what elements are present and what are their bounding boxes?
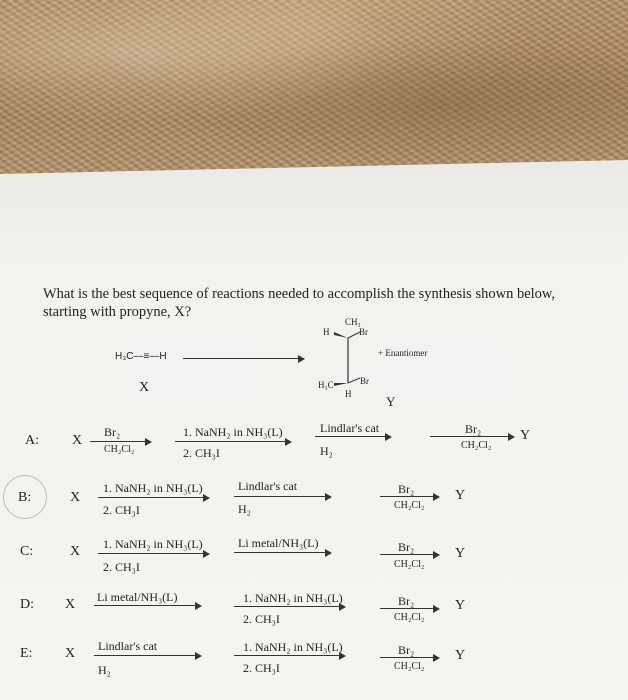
product-br-top: Br	[359, 327, 368, 337]
reagent-above: Br₂	[398, 643, 415, 657]
product-h-top: H	[323, 327, 330, 337]
option-letter: C:	[20, 544, 34, 559]
option-start: X	[70, 544, 81, 559]
option-end: Y	[455, 546, 466, 561]
reagent-below: 2. CH₃I	[243, 612, 280, 626]
product-br-bottom: Br	[360, 376, 369, 386]
reaction-arrow	[315, 436, 390, 437]
reagent-below: 2. CH₃I	[183, 446, 220, 460]
reaction-arrow	[94, 605, 200, 606]
reagent-above: 1. NaNH₂ in NH₃(L)	[183, 425, 283, 439]
reaction-arrow	[234, 606, 344, 607]
reaction-arrow	[430, 436, 513, 437]
reagent-below: CH₂Cl₂	[394, 661, 425, 672]
reagent-below: CH₂Cl₂	[394, 500, 425, 511]
question-line-1: What is the best sequence of reactions needed to accomplish the synthesis shown below,	[43, 286, 556, 302]
option-letter: E:	[20, 646, 33, 661]
reagent-below: CH₂Cl₂	[394, 559, 425, 570]
reagent-below: H₂	[238, 502, 251, 516]
reaction-arrow	[94, 655, 200, 656]
reagent-above: 1. NaNH₂ in NH₃(L)	[243, 640, 343, 654]
reaction-arrow	[98, 553, 208, 554]
reactant-formula: H₃C—≡—H	[115, 351, 167, 362]
reagent-below: CH₂Cl₂	[461, 440, 492, 451]
reaction-arrow	[234, 552, 330, 553]
reaction-arrow	[90, 441, 150, 442]
option-end: Y	[455, 488, 466, 503]
reagent-above: Li metal/NH₃(L)	[97, 590, 178, 604]
reagent-above: Br₂	[398, 540, 415, 554]
reaction-arrow	[380, 608, 438, 609]
reaction-arrow	[175, 441, 290, 442]
enantiomer-note: + Enantiomer	[378, 348, 428, 358]
reagent-above: Lindlar's cat	[238, 479, 298, 493]
option-end: Y	[520, 428, 531, 443]
reaction-arrow	[380, 657, 438, 658]
option-end: Y	[455, 648, 466, 663]
option-start: X	[65, 597, 76, 612]
product-ch3: CH₃	[345, 317, 361, 327]
reagent-above: Br₂	[465, 422, 482, 436]
reagent-above: Li metal/NH₃(L)	[238, 536, 319, 550]
reagent-below: CH₂Cl₂	[394, 612, 425, 623]
reaction-arrow	[234, 496, 330, 497]
product-h-bottom: H	[345, 389, 352, 399]
reagent-above: Br₂	[398, 482, 415, 496]
option-start: X	[65, 646, 76, 661]
reagent-above: Br₂	[398, 594, 415, 608]
reagent-above: 1. NaNH₂ in NH₃(L)	[103, 537, 203, 551]
reagent-above: Br₂	[104, 425, 121, 439]
option-letter: B:	[18, 490, 32, 505]
reagent-below: 2. CH₃I	[103, 560, 140, 574]
reagent-below: 2. CH₃I	[103, 503, 140, 517]
reactant-label: X	[139, 380, 150, 395]
reagent-below: H₂	[320, 444, 333, 458]
reagent-above: Lindlar's cat	[98, 639, 158, 653]
option-letter: D:	[20, 597, 34, 612]
reagent-below: 2. CH₃I	[243, 661, 280, 675]
product-h3c: H₃C	[318, 380, 334, 390]
option-end: Y	[455, 598, 466, 613]
option-start: X	[70, 490, 81, 505]
option-letter: A:	[25, 433, 39, 448]
question-line-2: starting with propyne, X?	[43, 304, 192, 320]
reagent-below: H₂	[98, 663, 111, 677]
reaction-arrow	[380, 496, 438, 497]
reaction-arrow	[98, 497, 208, 498]
reagent-above: 1. NaNH₂ in NH₃(L)	[103, 481, 203, 495]
reaction-arrow	[234, 655, 344, 656]
product-label: Y	[386, 394, 396, 409]
reagent-above: 1. NaNH₂ in NH₃(L)	[243, 591, 343, 605]
reaction-arrow	[380, 554, 438, 555]
reagent-below: CH₂Cl₂	[104, 444, 135, 455]
reagent-above: Lindlar's cat	[320, 421, 380, 435]
option-start: X	[72, 433, 83, 448]
